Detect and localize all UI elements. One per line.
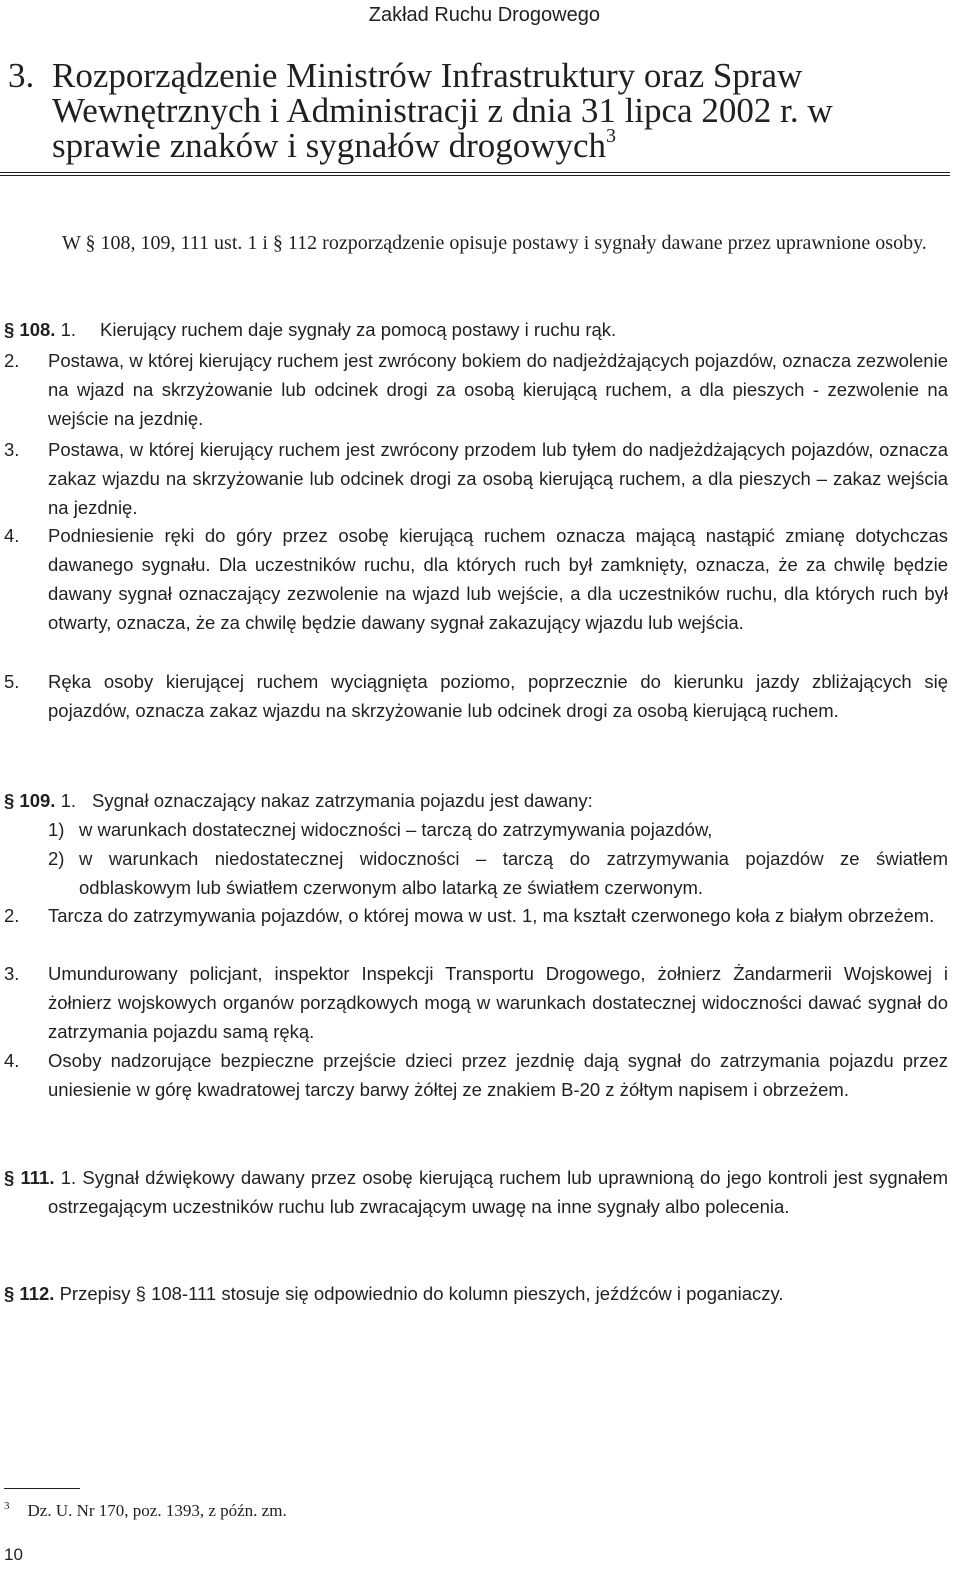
s108-p3 bbox=[4, 435, 948, 522]
footnote-ref: 3 bbox=[606, 125, 617, 147]
s108-p4-num: 4. bbox=[4, 525, 20, 546]
s109-i1-num: 1) bbox=[48, 819, 65, 840]
s109-item-2 bbox=[4, 844, 948, 902]
s112-text: Przepisy § 108-111 stosuje się odpowiednio do kolumn pieszych, jeźdźców i poganiaczy. bbox=[59, 1283, 784, 1304]
page-number: 10 bbox=[4, 1545, 23, 1564]
s109-p4 bbox=[4, 1046, 948, 1104]
s108-p2 bbox=[4, 346, 948, 433]
title-rule-top bbox=[0, 172, 950, 173]
s111-label: § 111. bbox=[4, 1167, 55, 1188]
s108-p5-text: Ręka osoby kierującej ruchem wyciągnięta poziomo, poprzecznie do kierunku jazdy zbliżających się pojazdów, oznacza zakaz wjazdu na skrzyżowanie lub odcinek drogi za osobą kierującą ruchem. bbox=[48, 671, 948, 721]
s108-p5-num: 5. bbox=[4, 671, 20, 692]
s108-p1-text: Kierujący ruchem daje sygnały za pomocą postawy i ruchu rąk. bbox=[100, 319, 617, 340]
s108-label: § 108. bbox=[4, 319, 56, 340]
s111-p1 bbox=[4, 1163, 948, 1221]
s109-label: § 109. bbox=[4, 790, 56, 811]
s108-p3-num: 3. bbox=[4, 439, 20, 460]
s108-p4-text: Podniesienie ręki do góry przez osobę kierującą ruchem oznacza mającą nastąpić zmianę dotychczas dawanego sygnału. Dla uczestników ruchu, dla których ruch był zamknięty, oznacza, że za chwilę będzie dawany sygnał oznaczający zezwolenie na wjazd lub wejście, a dla uczestników ruchu, dla których ruch był otwarty, oznacza, że za chwilę będzie dawany sygnał zakazujący wjazdu lub wejścia. bbox=[48, 525, 948, 633]
s111-p1-text: Sygnał dźwiękowy dawany przez osobę kierującą ruchem lub uprawnioną do jego kontroli jest sygnałem ostrzegającym uczestników ruchu lub zwracającym uwagę na inne sygnały albo polecenia. bbox=[48, 1167, 948, 1217]
footnote-rule bbox=[4, 1488, 80, 1489]
chapter-title-text: Rozporządzenie Ministrów Infrastruktury oraz Spraw Wewnętrznych i Administracji z dnia 31 lipca 2002 r. w sprawie znaków i sygnałów drogowych bbox=[52, 56, 833, 165]
s109-item-1 bbox=[4, 815, 948, 844]
intro-paragraph bbox=[4, 228, 948, 258]
s108-p5 bbox=[4, 667, 948, 725]
s109-p1-text: Sygnał oznaczający nakaz zatrzymania pojazdu jest dawany: bbox=[92, 790, 593, 811]
chapter-title bbox=[8, 58, 948, 163]
s109-p4-text: Osoby nadzorujące bezpieczne przejście dzieci przez jezdnię dają sygnał do zatrzymania pojazdu przez uniesienie w górę kwadratowej tarczy barwy żółtej ze znakiem B-20 z żółtym napisem i obrzeżem. bbox=[48, 1050, 948, 1100]
s108-p1 bbox=[4, 315, 948, 344]
s109-p2-num: 2. bbox=[4, 905, 20, 926]
s109-p3 bbox=[4, 959, 948, 1046]
s108-p3-text: Postawa, w której kierujący ruchem jest zwrócony przodem lub tyłem do nadjeżdżających pojazdów, oznacza zakaz wjazdu na skrzyżowanie lub odcinek drogi za osobą kierującą ruchem, a dla pieszych – zakaz wejścia na jezdnię. bbox=[48, 439, 948, 518]
s109-p2-text: Tarcza do zatrzymywania pojazdów, o której mowa w ust. 1, ma kształt czerwonego koła z białym obrzeżem. bbox=[48, 905, 935, 926]
s109-p3-num: 3. bbox=[4, 963, 20, 984]
s108-p4 bbox=[4, 521, 948, 637]
s112-label: § 112. bbox=[4, 1283, 55, 1304]
s108-p1-num: 1. bbox=[60, 319, 77, 340]
s112 bbox=[4, 1279, 948, 1308]
s111-p1-num: 1. bbox=[60, 1167, 77, 1188]
footnote bbox=[4, 1500, 287, 1522]
s109-p4-num: 4. bbox=[4, 1050, 20, 1071]
s109-p1 bbox=[4, 786, 948, 815]
s109-p2 bbox=[4, 901, 948, 930]
s109-p3-text: Umundurowany policjant, inspektor Inspekcji Transportu Drogowego, żołnierz Żandarmerii Wojskowej i żołnierz wojskowych organów porządkowych mogą w warunkach dostatecznej widoczności dawać sygnał do zatrzymania pojazdu samą ręką. bbox=[48, 963, 948, 1042]
running-head: Zakład Ruchu Drogowego bbox=[368, 4, 600, 26]
s108-p2-num: 2. bbox=[4, 350, 20, 371]
s109-i2-text: w warunkach niedostatecznej widoczności – tarczą do zatrzymywania pojazdów ze światłem odblaskowym lub światłem czerwonym albo latarką ze światłem czerwonym. bbox=[79, 848, 948, 898]
footnote-text: Dz. U. Nr 170, poz. 1393, z późn. zm. bbox=[27, 1501, 287, 1520]
s109-i2-num: 2) bbox=[48, 848, 65, 869]
s108-p2-text: Postawa, w której kierujący ruchem jest zwrócony bokiem do nadjeżdżających pojazdów, oznacza zezwolenie na wjazd na skrzyżowanie lub odcinek drogi za osobą kierującą ruchem, a dla pieszych - zezwolenie na wejście na jezdnię. bbox=[48, 350, 948, 429]
footnote-mark: 3 bbox=[4, 1500, 10, 1512]
s109-i1-text: w warunkach dostatecznej widoczności – tarczą do zatrzymywania pojazdów, bbox=[79, 819, 713, 840]
chapter-number: 3. bbox=[8, 56, 35, 95]
s109-p1-num: 1. bbox=[60, 790, 77, 811]
intro-text: W § 108, 109, 111 ust. 1 i § 112 rozporządzenie opisuje postawy i sygnały dawane przez uprawnione osoby. bbox=[62, 232, 927, 254]
title-rule-bottom bbox=[0, 175, 950, 176]
